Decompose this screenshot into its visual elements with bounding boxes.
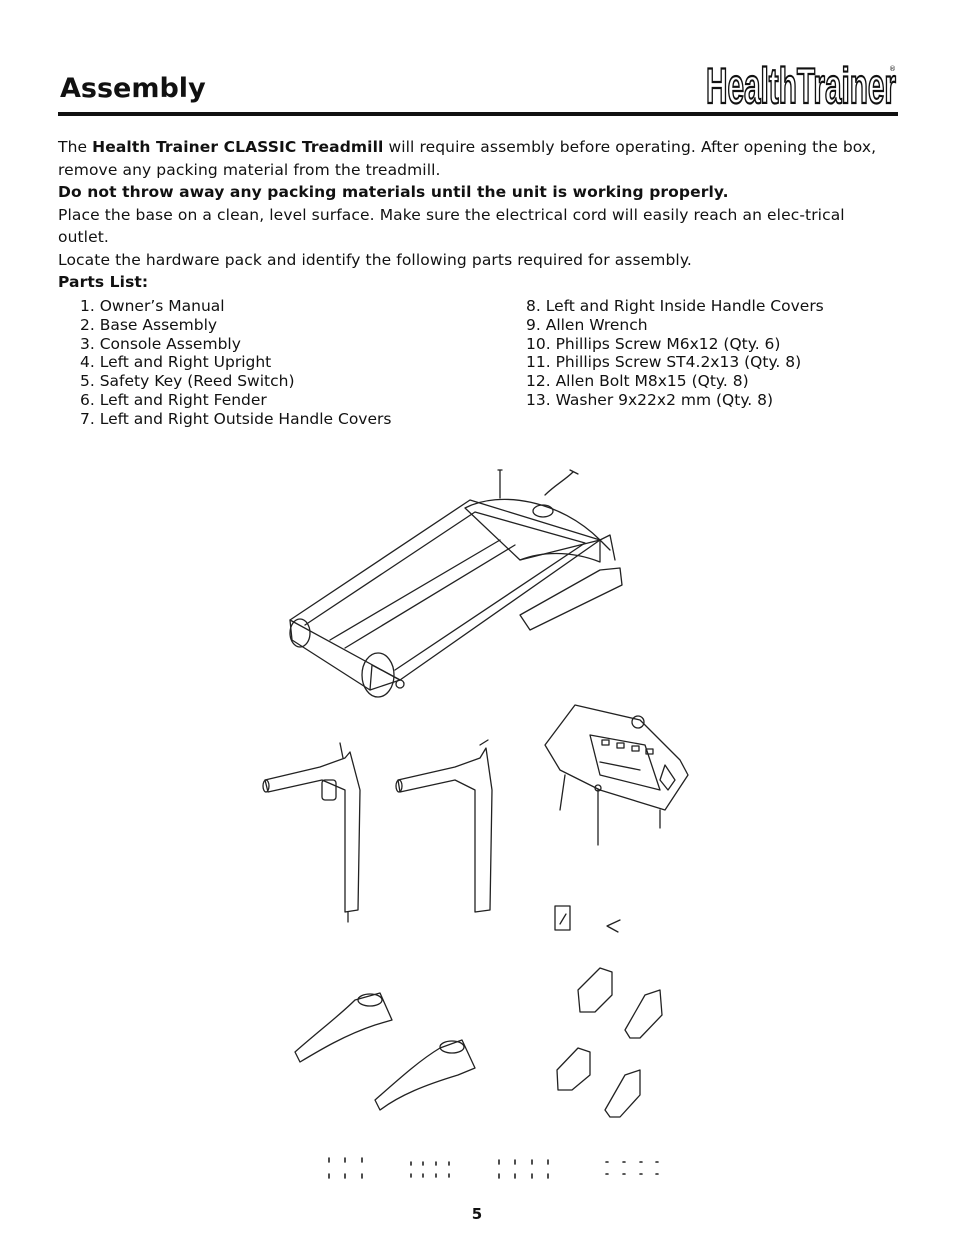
left-upright-drawing xyxy=(263,743,360,922)
parts-illustration xyxy=(0,440,954,1200)
svg-text:HealthTrainer: HealthTrainer xyxy=(706,58,896,111)
right-upright-drawing xyxy=(396,740,492,912)
parts-heading-label: Parts List: xyxy=(58,273,149,291)
safety-key-drawing xyxy=(555,906,570,930)
parts-list-item: 10. Phillips Screw M6x12 (Qty. 6) xyxy=(526,334,781,353)
intro-text xyxy=(58,136,898,294)
warning-bold: Do not throw away any packing materials until the unit is working properly. xyxy=(58,183,729,201)
parts-list-left xyxy=(80,297,391,429)
header-rule xyxy=(58,112,898,116)
left-fender-drawing xyxy=(295,993,392,1062)
page-header xyxy=(58,55,898,117)
parts-list-item: 12. Allen Bolt M8x15 (Qty. 8) xyxy=(526,372,749,391)
parts-list-item: 9. Allen Wrench xyxy=(526,315,648,334)
parts-list-right xyxy=(526,297,824,410)
parts-list-item: 5. Safety Key (Reed Switch) xyxy=(80,372,295,391)
hardware-drawing xyxy=(329,1158,658,1178)
console-assembly-drawing xyxy=(545,705,688,845)
svg-text:®: ® xyxy=(889,65,896,73)
intro-prefix: The xyxy=(58,138,93,156)
base-assembly-drawing xyxy=(290,470,622,697)
right-fender-drawing xyxy=(375,1040,475,1110)
intro-paragraph xyxy=(58,136,898,181)
parts-list-item: 13. Washer 9x22x2 mm (Qty. 8) xyxy=(526,390,774,409)
parts-list-item: 6. Left and Right Fender xyxy=(80,390,267,409)
product-name: Health Trainer CLASSIC Treadmill xyxy=(92,138,384,156)
page-number: 5 xyxy=(471,1205,483,1223)
parts-list-item: 1. Owner’s Manual xyxy=(80,297,225,315)
intro-suffix: will require assembly before operating. After opening the box, remove any packing material from the treadmill. xyxy=(58,138,877,179)
healthtrainer-logo xyxy=(678,55,898,111)
parts-list-item: 8. Left and Right Inside Handle Covers xyxy=(526,297,824,315)
parts-list-item: 4. Left and Right Upright xyxy=(80,353,272,372)
page-title: Assembly xyxy=(60,73,206,104)
placement-text: Place the base on a clean, level surface. Make sure the electrical cord will easily reach an elec-trical outlet. xyxy=(58,205,845,246)
allen-wrench-drawing xyxy=(607,920,620,932)
hardware-text: Locate the hardware pack and identify the following parts required for assembly. xyxy=(58,250,692,269)
parts-list-item: 7. Left and Right Outside Handle Covers xyxy=(80,409,392,428)
parts-list-item: 3. Console Assembly xyxy=(80,334,241,353)
parts-list-item: 2. Base Assembly xyxy=(80,315,218,334)
parts-list-item: 11. Phillips Screw ST4.2x13 (Qty. 8) xyxy=(526,353,802,372)
handle-covers-drawing xyxy=(557,968,662,1117)
warning-text xyxy=(58,181,898,204)
parts-heading xyxy=(58,271,898,294)
